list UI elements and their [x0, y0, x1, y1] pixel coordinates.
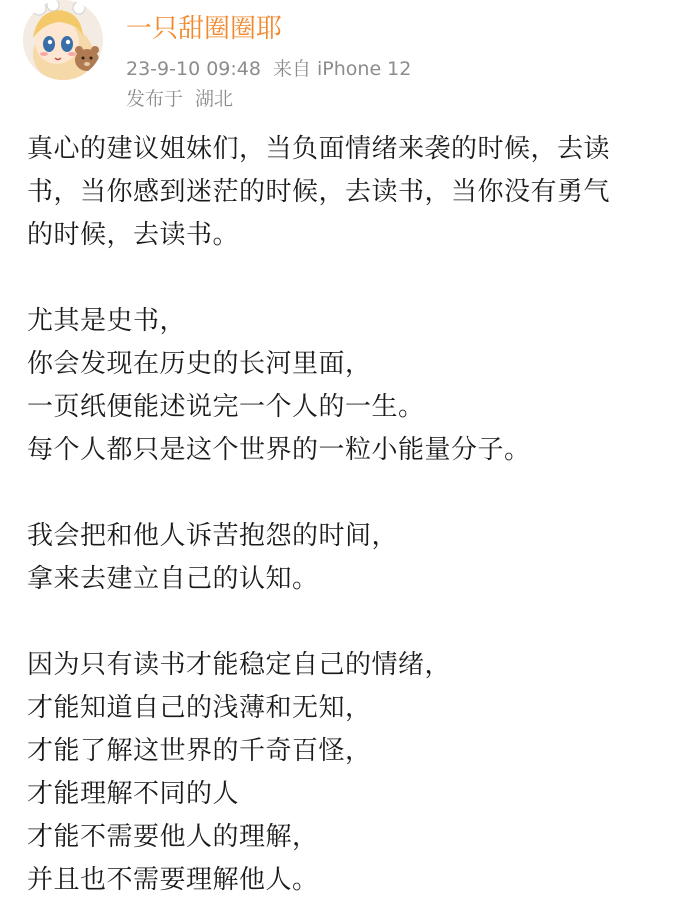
post-line: 的时候，去读书。 [27, 220, 240, 250]
location-value: 湖北 [195, 88, 234, 110]
post-line: 尤其是史书， [27, 306, 187, 336]
post-line: 才能了解这世界的千奇百怪， [27, 736, 372, 766]
post-timestamp: 23-9-10 09:48 [126, 58, 261, 80]
author-name[interactable]: 一只甜圈圈耶 [126, 14, 283, 44]
post-line: 真心的建议姐妹们，当负面情绪来袭的时候，去读 [27, 134, 611, 164]
post-line: 并且也不需要理解他人。 [27, 865, 319, 895]
post-body [27, 128, 672, 902]
post-line: 才能不需要他人的理解， [27, 822, 319, 852]
post-paragraph [27, 644, 672, 902]
post-meta [126, 12, 411, 112]
post-line: 我会把和他人诉苦抱怨的时间， [27, 521, 399, 551]
post-line: 才能理解不同的人 [27, 779, 240, 809]
avatar-image [23, 0, 103, 80]
post-line: 拿来去建立自己的认知。 [27, 564, 319, 594]
post-line: 书，当你感到迷茫的时候，去读书，当你没有勇气 [27, 177, 611, 207]
location-label: 发布于 [126, 88, 184, 110]
post-line: 每个人都只是这个世界的一粒小能量分子。 [27, 435, 531, 465]
post-line: 你会发现在历史的长河里面， [27, 349, 372, 379]
post-header [20, 0, 680, 112]
post-location-line [126, 86, 411, 112]
post-paragraph [27, 128, 672, 257]
post-line: 一页纸便能述说完一个人的一生。 [27, 392, 425, 422]
avatar[interactable] [23, 0, 103, 80]
post-source: 来自 iPhone 12 [272, 58, 412, 80]
post-paragraph [27, 300, 672, 472]
post-subline [126, 56, 411, 82]
post-line: 才能知道自己的浅薄和无知， [27, 693, 372, 723]
post-line: 因为只有读书才能稳定自己的情绪， [27, 650, 452, 680]
post-paragraph [27, 515, 672, 601]
